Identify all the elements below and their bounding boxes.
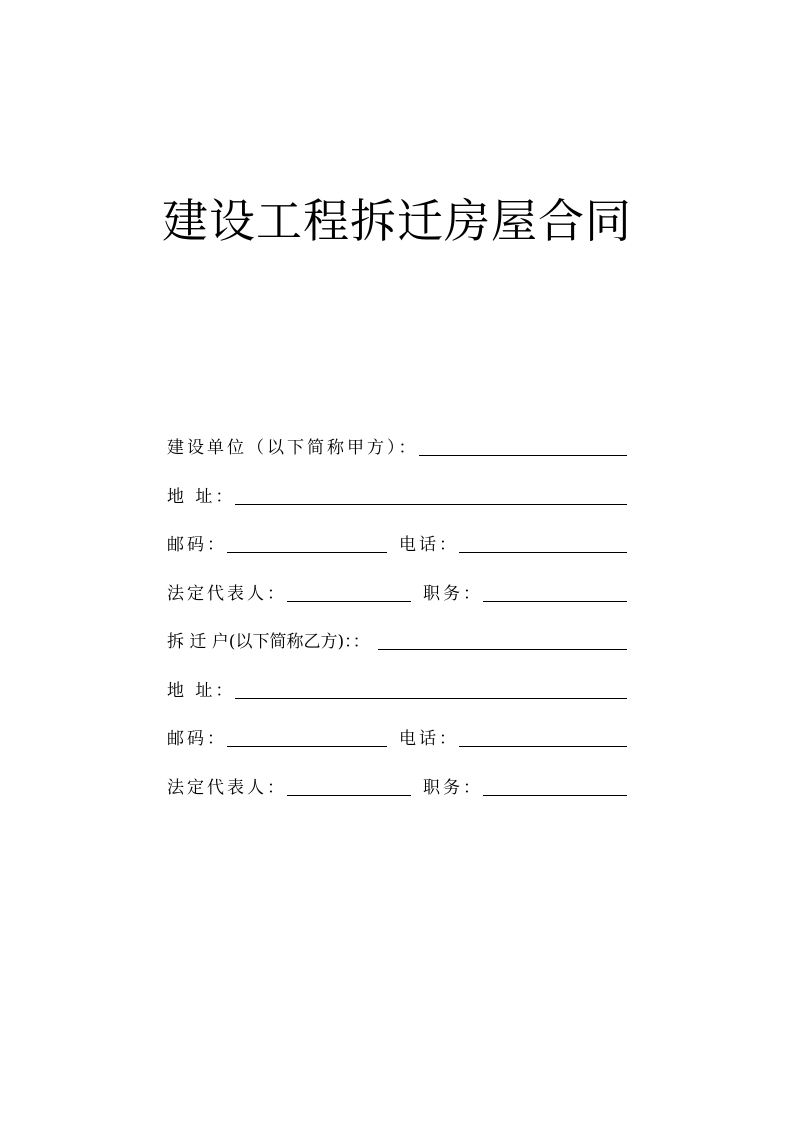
party-a-legal-rep-label: 法定代表人： [167, 583, 287, 604]
party-a-address-row [167, 479, 627, 509]
party-a-position-field[interactable] [483, 581, 627, 602]
party-b-row [167, 624, 627, 654]
party-a-field[interactable] [419, 435, 628, 456]
party-a-address-field[interactable] [235, 484, 627, 505]
party-a-phone-field[interactable] [459, 532, 627, 553]
party-a-row [167, 430, 627, 460]
party-b-phone-field[interactable] [459, 726, 627, 747]
contract-form [167, 430, 627, 818]
party-b-phone-label: 电话： [399, 729, 459, 749]
party-b-rep-row [167, 770, 627, 800]
party-b-position-field[interactable] [483, 775, 627, 796]
party-a-legal-rep-field[interactable] [287, 581, 411, 602]
party-b-legal-rep-label: 法定代表人： [167, 777, 287, 798]
party-b-position-label: 职务： [423, 777, 483, 798]
party-b-address-label: 地 址： [167, 680, 236, 701]
party-b-address-row [167, 673, 627, 703]
party-a-position-label: 职务： [423, 583, 483, 604]
party-a-postcode-field[interactable] [227, 532, 387, 553]
party-a-contact-row [167, 527, 627, 557]
party-b-label: 拆 迁 户(以下简称乙方)：： [167, 632, 370, 652]
party-a-phone-label: 电话： [399, 535, 459, 555]
party-b-legal-rep-field[interactable] [287, 775, 411, 796]
party-a-address-label: 地 址： [167, 486, 236, 507]
party-b-field[interactable] [378, 629, 627, 650]
party-a-postcode-label: 邮码： [167, 535, 227, 555]
party-b-address-field[interactable] [235, 678, 627, 699]
party-b-contact-row [167, 721, 627, 751]
party-b-postcode-field[interactable] [227, 726, 387, 747]
party-a-label: 建设单位（以下简称甲方）： [167, 438, 419, 458]
document-title: 建设工程拆迁房屋合同 [162, 194, 632, 248]
party-b-postcode-label: 邮码： [167, 729, 227, 749]
party-a-rep-row [167, 576, 627, 606]
